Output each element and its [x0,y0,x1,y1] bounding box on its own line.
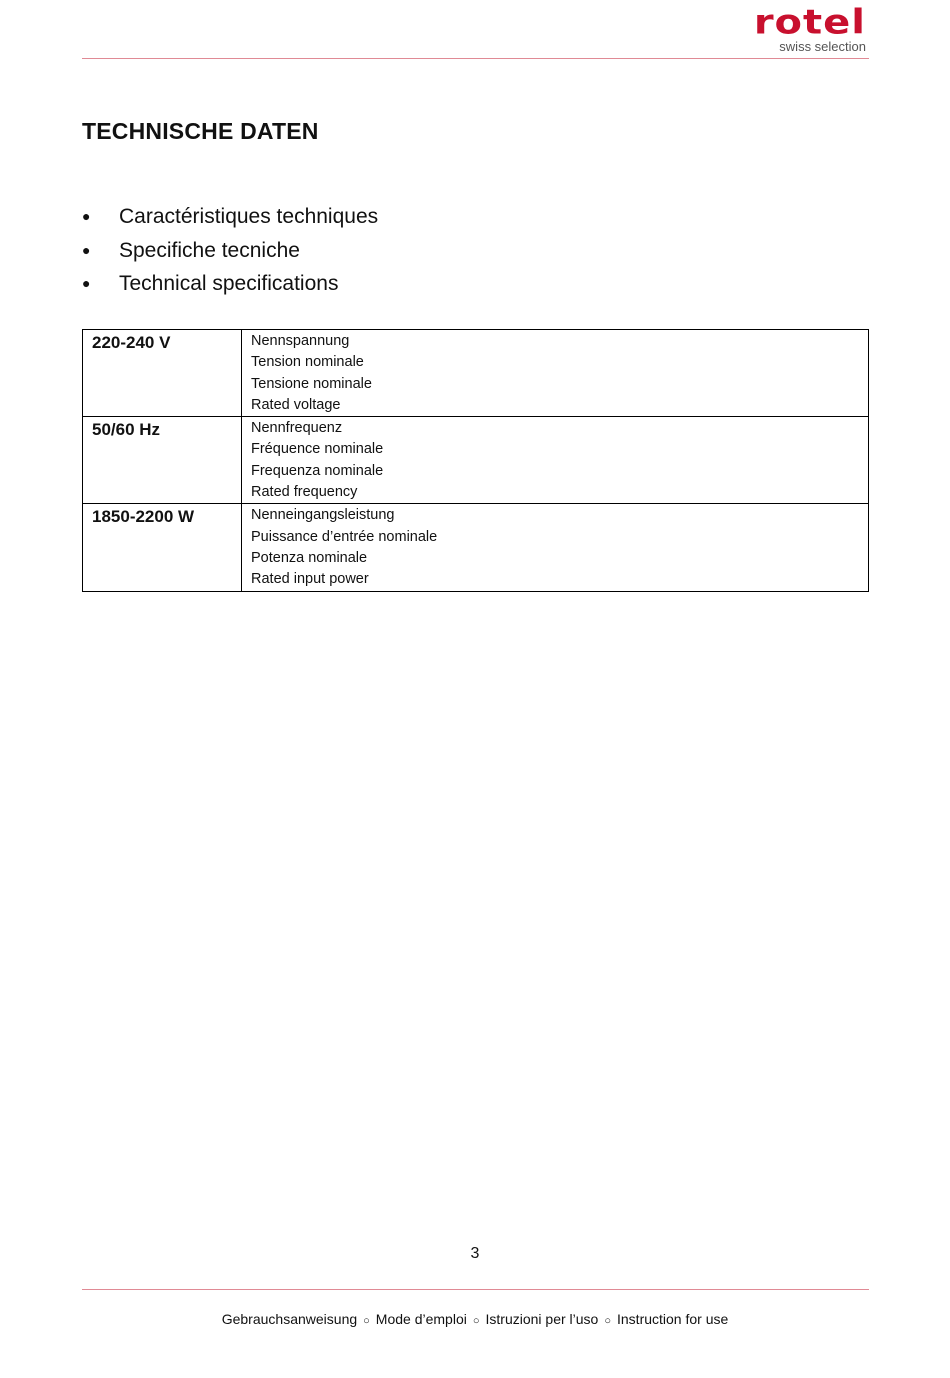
table-row [83,417,869,504]
footer [0,1311,950,1327]
spec-label: Potenza nominale [251,549,368,566]
table-row [83,504,869,591]
table-row [83,330,869,417]
spec-value: 1850-2200 W [83,504,242,591]
spec-value: 50/60 Hz [83,417,242,504]
footer-item: Gebrauchsanweisung [221,1311,358,1327]
spec-label: Tensione nominale [251,375,372,392]
bullet-icon: ● [82,208,91,224]
list-item-label: Technical specifications [119,272,339,295]
spec-label: Tension nominale [251,354,364,371]
list-item [82,200,378,234]
bullet-icon: ● [82,241,91,258]
footer-item: Instruction for use [617,1311,729,1327]
spec-label: Rated voltage [251,396,341,413]
page-number: 3 [470,1245,480,1262]
logo-word: rotel [753,2,866,42]
list-item [82,267,378,301]
spec-labels [242,330,869,417]
specs-table [82,329,869,592]
language-list [82,200,378,301]
spec-label: Rated frequency [251,484,358,501]
spec-value: 220-240 V [83,330,242,417]
circle-separator-icon: ○ [472,1315,480,1327]
spec-label: Puissance d’entrée nominale [251,528,438,545]
circle-separator-icon: ○ [604,1315,611,1327]
spec-label: Rated input power [251,571,369,588]
list-item-label: Caractéristiques techniques [119,205,379,228]
logo-subtitle: swiss selection [779,39,866,54]
spec-label: Nenneingangsleistung [251,507,395,524]
page-title: TECHNISCHE DATEN [82,118,319,144]
spec-labels [242,417,869,504]
list-item [82,234,378,268]
list-item-label: Specifiche tecniche [119,238,300,262]
rotel-logo [753,2,866,54]
spec-labels [242,504,869,591]
footer-divider [82,1289,869,1290]
footer-item: Istruzioni per l’uso [485,1311,599,1327]
bullet-icon: ● [82,275,91,291]
circle-separator-icon: ○ [363,1315,370,1327]
spec-label: Frequenza nominale [251,462,384,479]
spec-label: Nennfrequenz [251,420,343,437]
spec-label: Fréquence nominale [251,441,384,458]
footer-item: Mode d’emploi [375,1311,467,1327]
header-divider [82,58,869,59]
spec-label: Nennspannung [251,333,350,349]
